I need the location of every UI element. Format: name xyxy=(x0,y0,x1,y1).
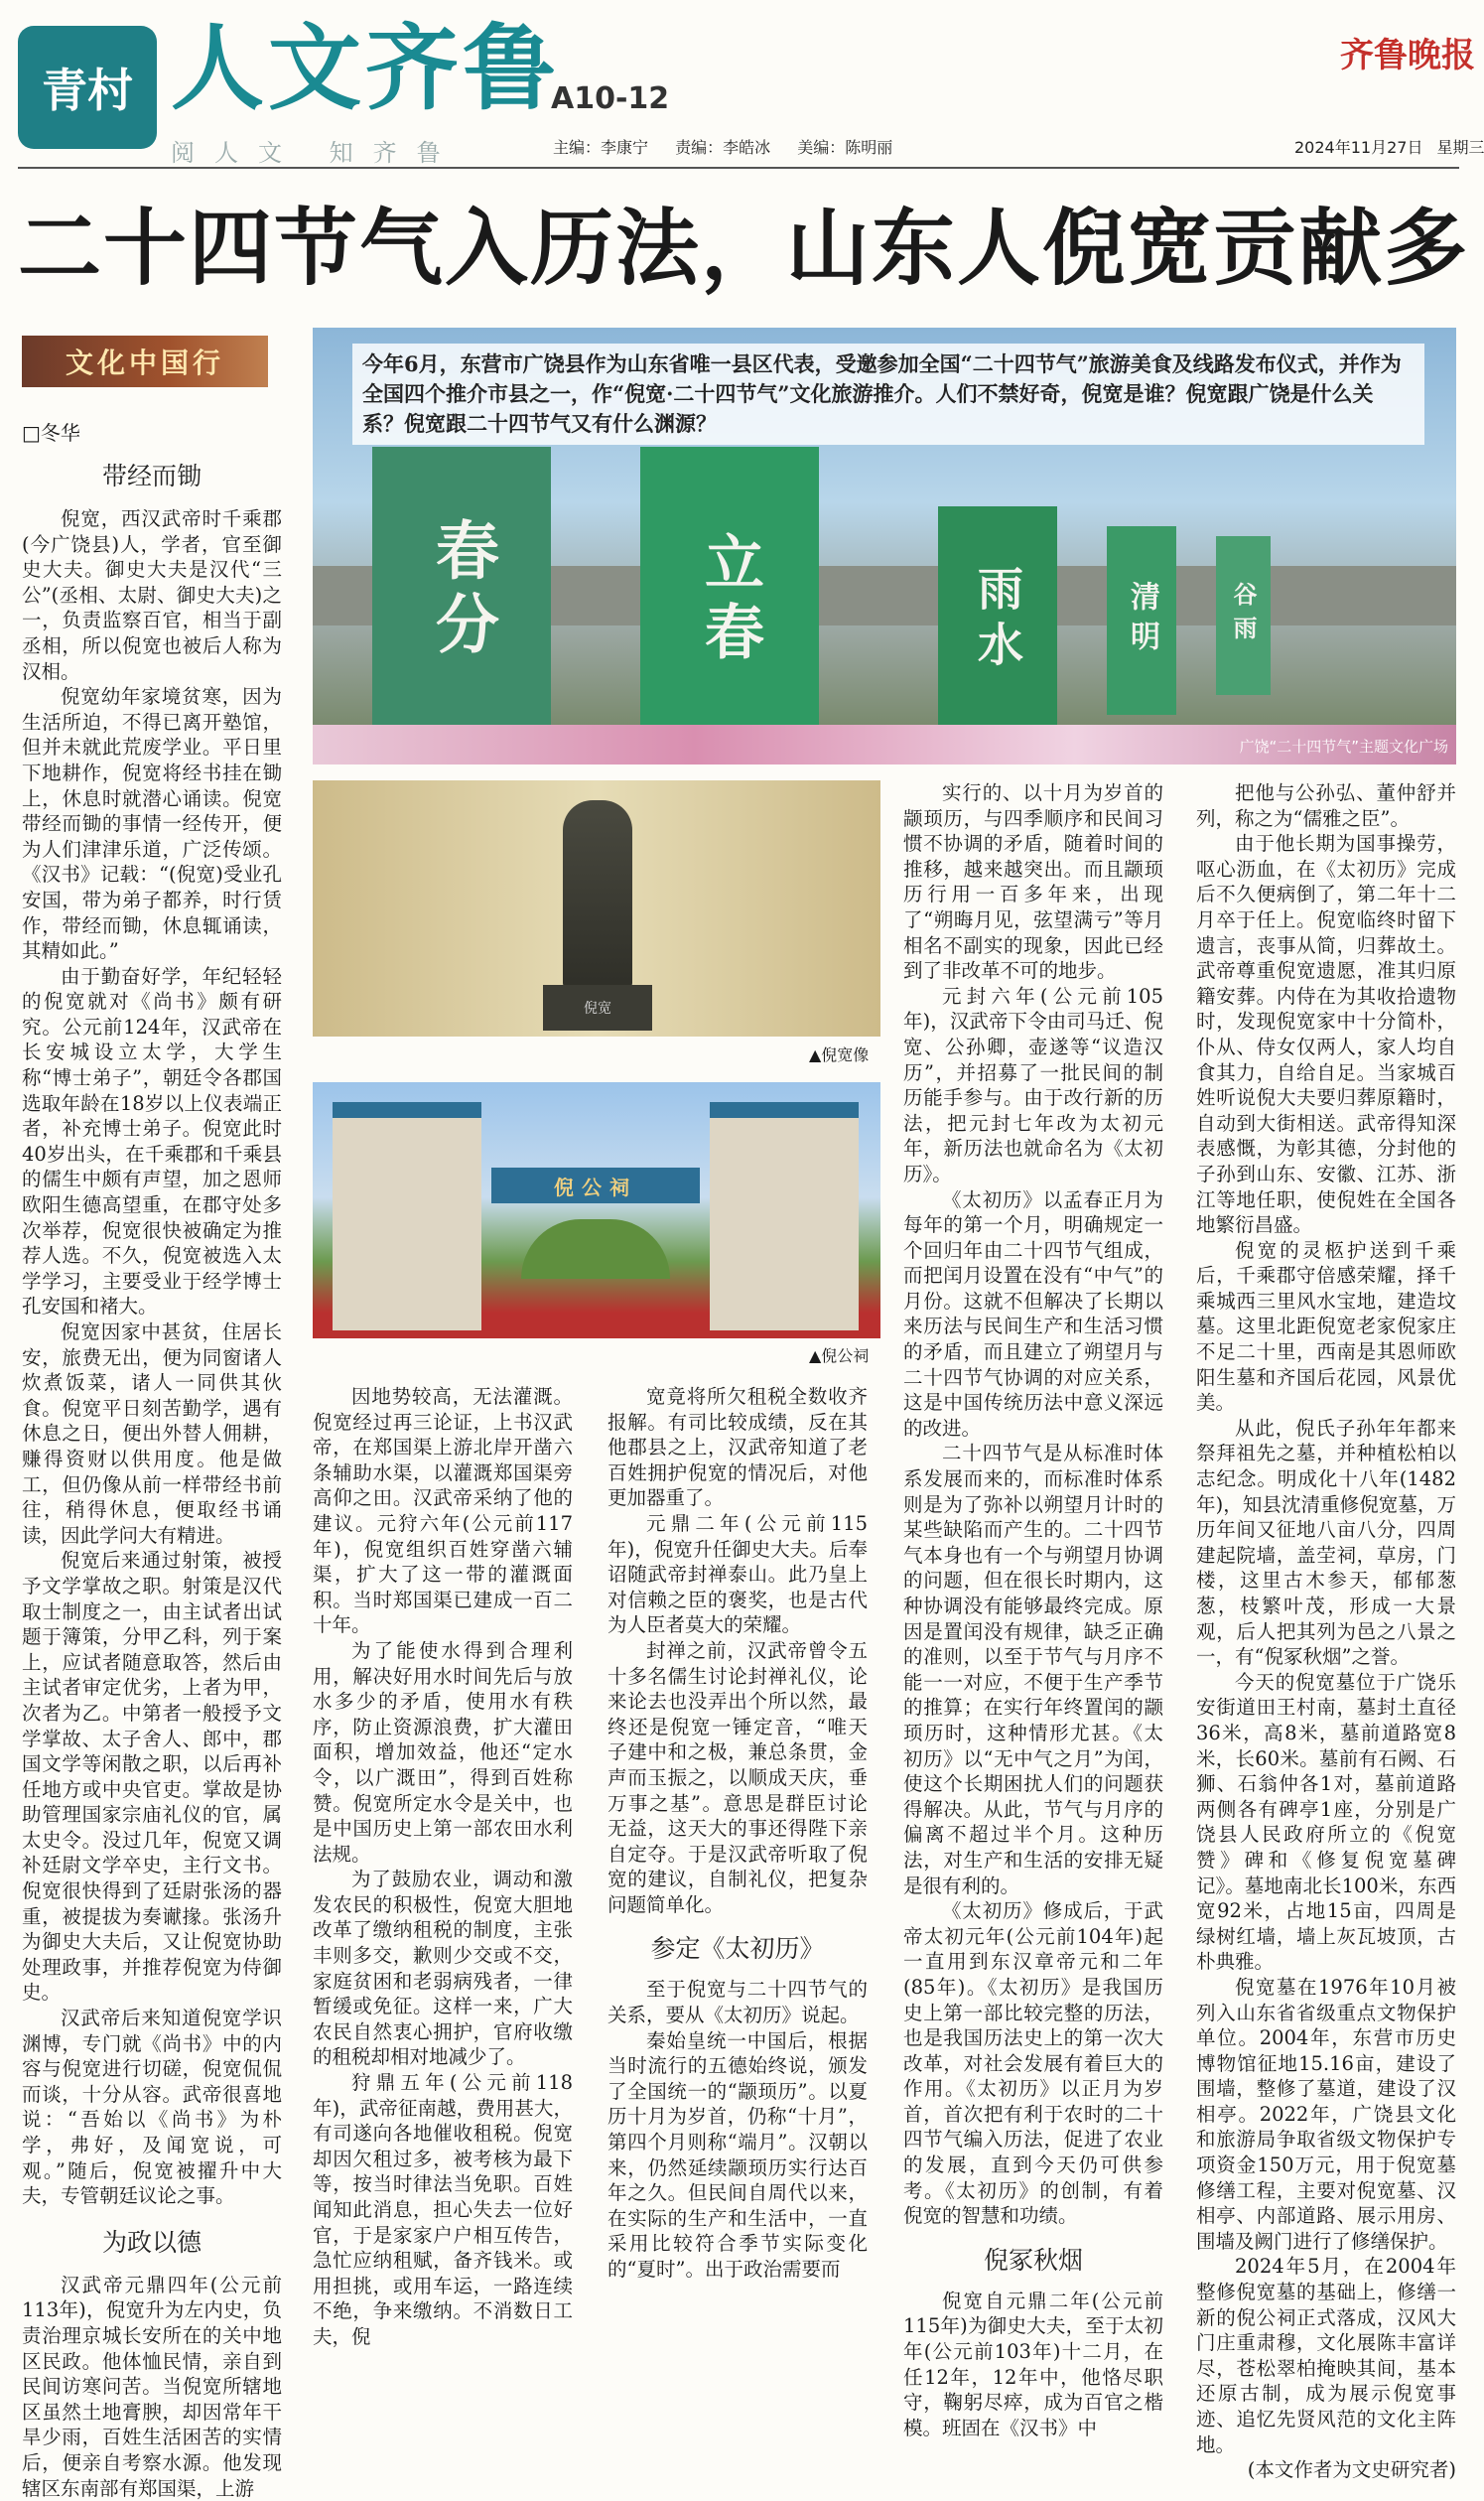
author-note: (本文作者为文史研究者) xyxy=(1247,2458,1456,2482)
article-author: □冬华 xyxy=(22,421,80,445)
date-text: 2024年11月27日 xyxy=(1294,138,1423,157)
paragraph: 倪宽因家中甚贫，住居长安，旅费无出，便为同窗诸人炊煮饭菜，诸人一同供其伙食。倪宽平日刻苦勤学，遇有休息之日，便出外替人佣耕，赚得资财以供用度。他是做工，但仍像从前一样带经书前往，稍得休息，便取经书诵读，因此学问大有精进。 xyxy=(22,1320,282,1547)
paragraph: 倪宽自元鼎二年(公元前115年)为御史大夫，至于太初年(公元前103年)十二月，在任12年，12年中，他恪尽职守，鞠躬尽瘁，成为百官之楷模。班固在《汉书》中 xyxy=(903,2289,1163,2439)
paragraph: 倪宽，西汉武帝时千乘郡(今广饶县)人，学者，官至御史大夫。御史大夫是汉代“三公”(丞相、太尉、御史大夫)之一，负责监察百官，相当于副丞相，所以倪宽也被后人称为汉相。 xyxy=(22,507,282,683)
statue-photo xyxy=(313,780,880,1037)
paragraph: 《太初历》以孟春正月为每年的第一个月，明确规定一个回归年由二十四节气组成，而把闰月设置在没有“中气”的月份。这就不但解决了长期以来历法与民间生产和生活习惯的矛盾，而且建立了朔望月与二十四节气协调的对应关系，这是中国传统历法中意义深远的改进。 xyxy=(903,1187,1163,1440)
main-photo-caption: 广饶“二十四节气”主题文化广场 xyxy=(1239,738,1448,756)
subhead-1: 带经而锄 xyxy=(101,462,202,490)
editor-credits xyxy=(553,135,914,158)
paragraph: 倪宽的灵柩护送到千乘后，千乘郡守倍感荣耀，择千乘城西三里风水宝地，建造坟墓。这里北距倪宽老家倪家庄不足二十里，西南是其恩师欧阳生墓和齐国后花园，风景优美。 xyxy=(1196,1238,1456,1415)
weekday-text: 星期三 xyxy=(1436,138,1484,157)
paragraph: 倪宽墓在1976年10月被列入山东省省级重点文物保护单位。2004年，东营市历史博物馆征地15.16亩，建设了围墙，整修了墓道，建设了汉相亭。2022年，广饶县文化和旅游局争取省级文物保护专项资金150万元，用于倪宽墓修缮工程，主要对倪宽墓、汉相亭、内部道路、展示用房、围墙及阙门进行了修缮保护。 xyxy=(1196,1975,1456,2253)
left-tower xyxy=(333,1102,481,1330)
paragraph: 2024年5月，在2004年整修倪宽墓的基础上，修缮一新的倪公祠正式落成，汉风大门庄重肃穆，文化展陈丰富详尽，苍松翠柏掩映其间，基本还原古制，成为展示倪宽事迹、追忆先贤风范的文化主阵地。 xyxy=(1196,2255,1456,2456)
tomb-mound xyxy=(521,1219,670,1279)
section-title: 人文齐鲁 xyxy=(171,14,561,123)
column-3-upper xyxy=(903,780,1163,2439)
statue-figure xyxy=(563,800,632,989)
banner-lichun: 立春 xyxy=(640,447,819,755)
paragraph: 元鼎二年(公元前115年)，倪宽升任御史大夫。后奉诏随武帝封禅泰山。此乃皇上对信赖之臣的褒奖，也是古代为人臣者莫大的荣耀。 xyxy=(607,1511,868,1637)
paragraph: 由于勤奋好学，年纪轻轻的倪宽就对《尚书》颇有研究。公元前124年，汉武帝在长安城设立太学，大学生称“博士弟子”，朝廷令各郡国选取年龄在18岁以上仪表端正者，补充博士弟子。倪宽此时40岁出头，在千乘郡和千乘县的儒生中颇有声望，加之恩师欧阳生德高望重，在郡守处多次举荐，倪宽很快被确定为推荐人选。不久，倪宽被选入太学学习，主要受业于经学博士孔安国和褚大。 xyxy=(22,964,282,1319)
paragraph: 封禅之前，汉武帝曾令五十多名儒生讨论封禅礼仪，论来论去也没弄出个所以然，最终还是倪宽一锤定音，“唯天子建中和之极，兼总条贯，金声而玉振之，以顺成天庆，垂万事之基”。意思是群臣讨论无益，这天大的事还得陛下亲自定夺。于是汉武帝听取了倪宽的建议，自制礼仪，把复杂问题简单化。 xyxy=(607,1638,868,1916)
paragraph: 倪宽后来通过射策，被授予文学掌故之职。射策是汉代取士制度之一，由主试者出试题于簿策，分甲乙科，列于案上，应试者随意取答，然后由主试者审定优劣，上者为甲，次者为乙。中第者一般授予文学掌故、太子舍人、郎中，郡国文学等闲散之职，以后再补任地方或中央官吏。掌故是协助管理国家宗庙礼仪的官，属太史令。没过几年，倪宽又调补廷尉文学卒史，主行文书。倪宽很快得到了廷尉张汤的器重，被提拔为奏谳掾。张汤升为御史大夫后，又让倪宽协助处理政事，并推荐倪宽为侍御史。 xyxy=(22,1549,282,2005)
article-intro: 今年6月，东营市广饶县作为山东省唯一县区代表，受邀参加全国“二十四节气”旅游美食及线路发布仪式，并作为全国四个推介市县之一，作“倪宽·二十四节气”文化旅游推介。人们不禁好奇，倪宽是谁？倪宽跟广饶是什么关系？倪宽跟二十四节气又有什么渊源？ xyxy=(352,344,1424,445)
paragraph: 实行的、以十月为岁首的颛顼历，与四季顺序和民间习惯不协调的矛盾，随着时间的推移，越来越突出。而且颛顼历行用一百多年来，出现了“朔晦月见，弦望满亏”等月相名不副实的现象，因此已经到了非改革不可的地步。 xyxy=(903,781,1163,983)
paragraph: 为了鼓励农业，调动和激发农民的积极性，倪宽大胆地改革了缴纳租税的制度，主张丰则多交，歉则少交或不交，家庭贫困和老弱病残者，一律暂缓或免征。这样一来，广大农民自然衷心拥护，官府收缴的租税却相对地减少了。 xyxy=(313,1868,573,2069)
editor: 主编：李康宁 xyxy=(553,138,649,157)
column-3 xyxy=(607,1384,868,2281)
paragraph: 至于倪宽与二十四节气的关系，要从《太初历》说起。 xyxy=(607,1978,868,2027)
paragraph: 由于他长期为国事操劳，呕心沥血，在《太初历》完成后不久便病倒了，第二年十二月卒于任上。倪宽临终时留下遗言，丧事从简，归葬故土。武帝尊重倪宽遗愿，准其归原籍安葬。内侍在为其收拾遗物时，发现倪宽家中十分简朴，仆从、侍女仅两人，家人均自食其力，自给自足。当家城百姓听说倪大夫要归葬原籍时，自动到大街相送。武帝得知深表感慨，为彰其德，分封他的子孙到山东、安徽、江苏、浙江等地任职，使倪姓在全国各地繁衍昌盛。 xyxy=(1196,832,1456,1237)
paragraph: 汉武帝后来知道倪宽学识渊博，专门就《尚书》中的内容与倪宽进行切磋，倪宽侃侃而谈，十分从容。武帝很喜地说：“吾始以《尚书》为朴学，弗好，及闻宽说，可观。”随后，倪宽被擢升中大夫，专管朝廷议论之事。 xyxy=(22,2007,282,2208)
paragraph: 狩鼎五年(公元前118年)，武帝征南越，费用甚大，有司遂向各地催收租税。倪宽却因欠租过多，被考核为最下等，按当时律法当免职。百姓闻知此消息，担心失去一位好官，于是家家户户相互传告，急忙应纳租赋，备齐钱米。或用担挑，或用车运，一路连续不绝，争来缴纳。不消数日工夫，倪 xyxy=(313,2071,573,2348)
banner-chunfen: 春分 xyxy=(372,447,551,735)
paragraph: 从此，倪氏子孙年年都来祭拜祖先之墓，并种植松柏以志纪念。明成化十八年(1482年)，知县沈清重修倪宽墓，万历年间又征地八亩八分，四周建起院墙，盖茔祠，草房，门楼，这里古木参天，郁郁葱葱，枝繁叶茂，形成一大景观，后人把其列为邑之八景之一，有“倪冢秋烟”之誉。 xyxy=(1196,1416,1456,1669)
shrine-caption: ▲倪公祠 xyxy=(809,1346,870,1365)
article-headline: 二十四节气入历法，山东人倪宽贡献多 xyxy=(18,199,1470,297)
paragraph: 今天的倪宽墓位于广饶乐安街道田王村南，墓封土直径36米，高8米，墓前道路宽8米，长60米。墓前有石阙、石狮、石翁仲各1对，墓前道路两侧各有碑亭1座，分别是广饶县人民政府所立的《倪宽赞》碑和《修复倪宽墓碑记》。墓地南北长100米，东西宽92米，占地15亩，四周是绿树红墙，墙上灰瓦坡顶，古朴典雅。 xyxy=(1196,1670,1456,1974)
subhead-2: 为政以德 xyxy=(101,2227,202,2257)
banner-qingming: 清明 xyxy=(1107,526,1176,715)
copy-editor: 责编：李皓冰 xyxy=(675,138,771,157)
subhead-4: 倪冢秋烟 xyxy=(983,2245,1083,2275)
paragraph: 倪宽幼年家境贫寒，因为生活所迫，不得已离开塾馆，但并未就此荒废学业。平日里下地耕作，倪宽将经书挂在锄上，休息时就潜心诵读。倪宽带经而锄的事情一经传开，便为人们津津乐道，广泛传颂。《汉书》记载：“(倪宽)受业孔安国，带为弟子都养，时行赁作，带经而锄，休息辄诵读，其精如此。” xyxy=(22,685,282,963)
section-slogan: 阅人文 知齐鲁 xyxy=(171,139,461,167)
banner-guyu: 谷雨 xyxy=(1216,536,1271,695)
gate-plaque: 倪公祠 xyxy=(491,1168,700,1203)
paragraph: 宽竟将所欠租税全数收齐报解。有司比较成绩，反在其他郡县之上，汉武帝知道了老百姓拥护倪宽的情况后，对他更加器重了。 xyxy=(607,1385,868,1510)
paragraph: 二十四节气是从标准时体系发展而来的，而标准时体系则是为了弥补以朔望月计时的某些缺陷而产生的。二十四节气本身也有一个与朔望月协调的问题，但在很长时期内，这种协调没有能够最终完成。原因是置闰没有规律，缺乏正确的准则，以至于节气与月序不能一一对应，不便于生产季节的推算；在实行年终置闰的颛顼历时，这种情形尤甚。《太初历》以“无中气之月”为闰，使这个长期困扰人们的问题获得解决。从此，节气与月序的偏离不超过半个月。这种历法，对生产和生活的安排无疑是很有利的。 xyxy=(903,1442,1163,1897)
issue-date xyxy=(1281,135,1484,158)
right-tower xyxy=(710,1102,859,1330)
shrine-photo xyxy=(313,1082,880,1338)
column-2 xyxy=(313,1384,573,2348)
newspaper-name: 齐鲁晚报 xyxy=(1340,36,1475,75)
masthead-logo: 青村 xyxy=(18,26,157,149)
paragraph: 秦始皇统一中国后，根据当时流行的五德始终说，颁发了全国统一的“颛顼历”。以夏历十月为岁首，仍称“十月”，第四个月则称“端月”。汉朝以来，仍然延续颛顼历实行达百年之久。但民间自周代以来，在实际的生产和生活中，一直采用比较符合季节实际变化的“夏时”。出于政治需要而 xyxy=(607,2028,868,2281)
paragraph: 为了能使水得到合理利用，解决好用水时间先后与放水多少的矛盾，使用水有秩序，防止资源浪费，扩大灌田面积，增加效益，他还“定水令，以广溉田”，得到百姓称赞。倪宽所定水令是关中，也是中国历史上第一部农田水利法规。 xyxy=(313,1638,573,1866)
paragraph: 把他与公孙弘、董仲舒并列，称之为“儒雅之臣”。 xyxy=(1196,781,1456,830)
paragraph: 因地势较高，无法灌溉。倪宽经过再三论证，上书汉武帝，在郑国渠上游北岸开凿六条辅助水渠，以灌溉郑国渠旁高仰之田。汉武帝采纳了他的建议。元狩六年(公元前117年)，倪宽组织百姓穿凿六辅渠，扩大了这一带的灌溉面积。当时郑国渠已建成一百二十年。 xyxy=(313,1385,573,1637)
paragraph: 汉武帝元鼎四年(公元前113年)，倪宽升为左内史，负责治理京城长安所在的关中地区民政。他体恤民情，亲自到民间访寒问苦。当倪宽所辖地区虽然土地膏腴，却因常年干旱少雨，百姓生活困苦的实情后，便亲自考察水源。他发现辖区东南部有郑国渠，上游 xyxy=(22,2273,282,2500)
paragraph: 元封六年(公元前105年)，汉武帝下令由司马迁、倪宽、公孙卿，壶遂等“议造汉历”，并招募了一批民间的制历能手参与。由于改行新的历法，把元封七年改为太初元年，新历法也就命名为《太初历》。 xyxy=(903,984,1163,1185)
column-1 xyxy=(22,457,282,2500)
column-tag: 文化中国行 xyxy=(22,336,268,387)
page-number: A10-12 xyxy=(551,81,670,116)
statue-caption: ▲倪宽像 xyxy=(809,1045,870,1064)
art-editor: 美编：陈明丽 xyxy=(797,138,893,157)
statue-plinth: 倪宽 xyxy=(543,985,652,1031)
banner-yushui: 雨水 xyxy=(938,506,1057,735)
paragraph: 《太初历》修成后，于武帝太初元年(公元前104年)起一直用到东汉章帝元和二年(85年)。《太初历》是我国历史上第一部比较完整的历法，也是我国历法史上的第一次大改革，对社会发展有着巨大的作用。《太初历》以正月为岁首，首次把有利于农时的二十四节气编入历法，促进了农业的发展，直到今天仍可供参考。《太初历》的创制，有着倪宽的智慧和功绩。 xyxy=(903,1899,1163,2228)
subhead-3: 参定《太初历》 xyxy=(650,1934,825,1964)
column-4 xyxy=(1196,780,1456,2482)
masthead-divider xyxy=(18,167,1459,169)
